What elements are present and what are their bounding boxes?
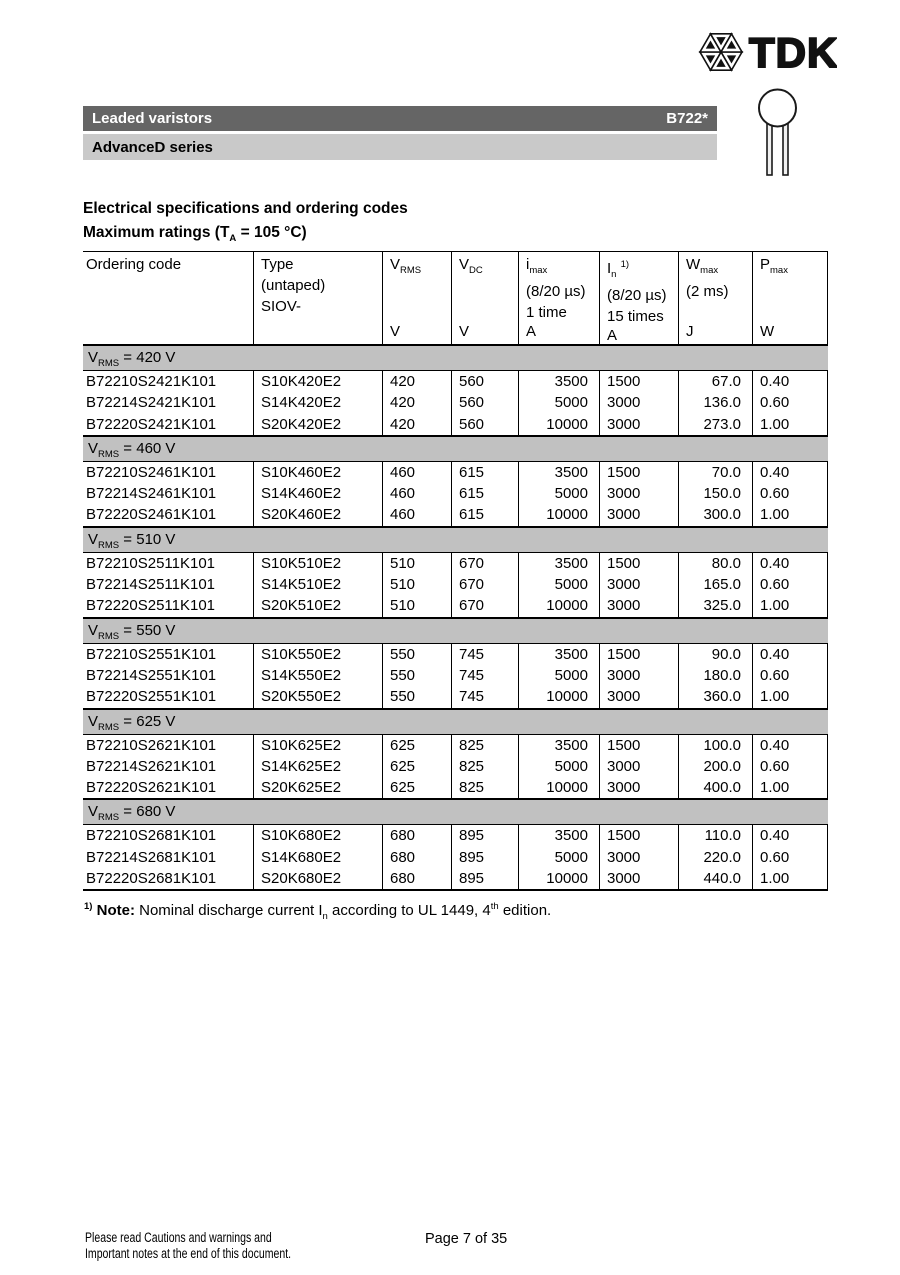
table-cell: 3000 [600, 686, 679, 707]
vrms-section-header: $V_{RMS} = 420$ V [83, 346, 828, 371]
table-cell: 10000 [519, 868, 600, 889]
table-cell: B72210S2461K101 [83, 462, 254, 483]
tdk-logo-graphic [697, 26, 837, 78]
table-cell: 0.60 [753, 665, 828, 686]
table-row [83, 665, 828, 686]
section-row-group [83, 371, 828, 437]
table-cell: 745 [452, 686, 519, 707]
table-cell: 300.0 [679, 504, 753, 525]
table-cell: 1500 [600, 553, 679, 574]
table-cell: 420 [383, 371, 452, 392]
table-cell: 460 [383, 504, 452, 525]
table-cell: 273.0 [679, 414, 753, 435]
table-cell: 1.00 [753, 595, 828, 616]
table-cell: 670 [452, 574, 519, 595]
heading-maximum-ratings: Maximum ratings ($T_A = 105$ °C) [83, 224, 307, 245]
table-cell: 510 [383, 595, 452, 616]
table-cell: S14K510E2 [254, 574, 383, 595]
table-cell: S10K625E2 [254, 735, 383, 756]
table-cell: B72214S2421K101 [83, 392, 254, 413]
section-row-group [83, 644, 828, 710]
table-cell: 3500 [519, 371, 600, 392]
table-row [83, 756, 828, 777]
table-cell: 1500 [600, 735, 679, 756]
tdk-logo-text: TDK [749, 29, 837, 76]
table-cell: 895 [452, 868, 519, 889]
section-row-group [83, 553, 828, 619]
table-cell: B72210S2511K101 [83, 553, 254, 574]
table-cell: 550 [383, 665, 452, 686]
table-cell: B72210S2621K101 [83, 735, 254, 756]
col-header-vrms: $V_{RMS}$ V [383, 252, 452, 344]
table-cell: 10000 [519, 595, 600, 616]
table-cell: 460 [383, 462, 452, 483]
table-cell: 0.40 [753, 644, 828, 665]
table-row [83, 371, 828, 392]
table-cell: B72210S2421K101 [83, 371, 254, 392]
table-cell: 3000 [600, 392, 679, 413]
heading-electrical-specs: Electrical specifications and ordering codes [83, 200, 408, 217]
table-cell: 625 [383, 777, 452, 798]
table-cell: 5000 [519, 574, 600, 595]
page-number: Page 7 of 35 [425, 1231, 508, 1247]
footnote: $^{1)}$ Note: Nominal discharge current $I_n$ according to UL 1449, 4th edition. [84, 901, 552, 922]
table-cell: B72210S2681K101 [83, 825, 254, 846]
vrms-section-header: $V_{RMS} = 680$ V [83, 800, 828, 825]
series-banner [83, 134, 717, 160]
table-cell: 136.0 [679, 392, 753, 413]
table-cell: 0.40 [753, 553, 828, 574]
table-cell: 3000 [600, 504, 679, 525]
product-banner [83, 106, 717, 131]
table-cell: B72214S2511K101 [83, 574, 254, 595]
table-cell: 745 [452, 665, 519, 686]
col-header-ordering-code: Ordering code [83, 252, 254, 344]
table-cell: 3000 [600, 665, 679, 686]
table-cell: 1500 [600, 462, 679, 483]
tdk-symbol-icon [700, 34, 742, 70]
table-cell: 3000 [600, 777, 679, 798]
table-cell: 150.0 [679, 483, 753, 504]
table-cell: S20K680E2 [254, 868, 383, 889]
table-cell: 1.00 [753, 686, 828, 707]
table-cell: B72214S2681K101 [83, 847, 254, 868]
table-cell: 67.0 [679, 371, 753, 392]
table-cell: 440.0 [679, 868, 753, 889]
table-row [83, 483, 828, 504]
table-cell: 200.0 [679, 756, 753, 777]
table-cell: 670 [452, 595, 519, 616]
table-cell: 80.0 [679, 553, 753, 574]
footer-caution-text: Please read Cautions and warnings and Important notes at the end of this document. [85, 1230, 292, 1261]
table-cell: S14K680E2 [254, 847, 383, 868]
table-cell: S10K510E2 [254, 553, 383, 574]
table-cell: 1.00 [753, 414, 828, 435]
table-cell: 10000 [519, 504, 600, 525]
table-row [83, 777, 828, 798]
table-cell: S20K460E2 [254, 504, 383, 525]
table-cell: 10000 [519, 414, 600, 435]
table-cell: 680 [383, 825, 452, 846]
table-cell: 3500 [519, 644, 600, 665]
table-cell: S10K680E2 [254, 825, 383, 846]
col-header-imax: $i_{max}$ (8/20 µs) 1 time A [519, 252, 600, 344]
col-header-in: $I_n$ $^{1)}$ (8/20 µs) 15 times A [600, 252, 679, 344]
table-cell: 0.40 [753, 825, 828, 846]
table-row [83, 595, 828, 616]
table-cell: 0.60 [753, 847, 828, 868]
table-cell: 1500 [600, 644, 679, 665]
ratings-table [83, 251, 828, 891]
table-cell: 895 [452, 847, 519, 868]
table-body [83, 346, 828, 891]
table-cell: 895 [452, 825, 519, 846]
table-header-row [83, 251, 828, 346]
table-row [83, 644, 828, 665]
col-header-type: Type (untaped) SIOV- [254, 252, 383, 344]
table-cell: 220.0 [679, 847, 753, 868]
table-cell: 680 [383, 868, 452, 889]
table-cell: B72214S2621K101 [83, 756, 254, 777]
table-cell: 3500 [519, 825, 600, 846]
section-row-group [83, 462, 828, 528]
table-cell: 560 [452, 392, 519, 413]
table-cell: 100.0 [679, 735, 753, 756]
table-cell: 180.0 [679, 665, 753, 686]
table-cell: 3500 [519, 553, 600, 574]
table-cell: 825 [452, 735, 519, 756]
table-cell: 5000 [519, 483, 600, 504]
table-cell: 1.00 [753, 868, 828, 889]
table-cell: 0.60 [753, 756, 828, 777]
table-cell: 1.00 [753, 504, 828, 525]
table-cell: 615 [452, 462, 519, 483]
table-cell: 420 [383, 414, 452, 435]
table-cell: 5000 [519, 847, 600, 868]
table-cell: 3000 [600, 483, 679, 504]
table-cell: 0.60 [753, 483, 828, 504]
table-row [83, 574, 828, 595]
table-cell: B72220S2621K101 [83, 777, 254, 798]
table-cell: 0.40 [753, 462, 828, 483]
table-cell: 400.0 [679, 777, 753, 798]
table-cell: B72214S2461K101 [83, 483, 254, 504]
table-cell: 0.40 [753, 371, 828, 392]
section-row-group [83, 825, 828, 891]
table-cell: S10K420E2 [254, 371, 383, 392]
table-cell: B72210S2551K101 [83, 644, 254, 665]
varistor-icon [755, 88, 813, 185]
table-row [83, 504, 828, 525]
table-cell: S20K510E2 [254, 595, 383, 616]
table-cell: 615 [452, 483, 519, 504]
table-cell: 625 [383, 735, 452, 756]
table-cell: 1500 [600, 371, 679, 392]
table-cell: 90.0 [679, 644, 753, 665]
table-cell: B72214S2551K101 [83, 665, 254, 686]
table-cell: 825 [452, 777, 519, 798]
table-cell: 110.0 [679, 825, 753, 846]
table-cell: 165.0 [679, 574, 753, 595]
vrms-section-header: $V_{RMS} = 550$ V [83, 619, 828, 644]
col-header-wmax: $W_{max}$ (2 ms) J [679, 252, 753, 344]
table-cell: 3000 [600, 868, 679, 889]
table-cell: B72220S2551K101 [83, 686, 254, 707]
table-cell: 825 [452, 756, 519, 777]
table-row [83, 553, 828, 574]
table-cell: 5000 [519, 756, 600, 777]
table-cell: 680 [383, 847, 452, 868]
table-cell: 670 [452, 553, 519, 574]
table-cell: S14K420E2 [254, 392, 383, 413]
table-cell: 10000 [519, 686, 600, 707]
table-cell: S10K550E2 [254, 644, 383, 665]
table-cell: 3500 [519, 462, 600, 483]
table-cell: 0.60 [753, 574, 828, 595]
table-cell: B72220S2511K101 [83, 595, 254, 616]
table-cell: 10000 [519, 777, 600, 798]
vrms-section-header: $V_{RMS} = 460$ V [83, 437, 828, 462]
table-cell: S20K625E2 [254, 777, 383, 798]
table-cell: 550 [383, 644, 452, 665]
table-row [83, 825, 828, 846]
col-header-vdc: $V_{DC}$ V [452, 252, 519, 344]
table-cell: B72220S2681K101 [83, 868, 254, 889]
section-headings [83, 200, 408, 244]
table-cell: 5000 [519, 665, 600, 686]
table-cell: 625 [383, 756, 452, 777]
table-cell: 560 [452, 414, 519, 435]
table-row [83, 735, 828, 756]
table-cell: S14K550E2 [254, 665, 383, 686]
table-cell: S20K420E2 [254, 414, 383, 435]
table-row [83, 414, 828, 435]
table-cell: 3000 [600, 595, 679, 616]
table-cell: S14K460E2 [254, 483, 383, 504]
part-number: B722* [666, 110, 708, 127]
vrms-section-header: $V_{RMS} = 625$ V [83, 710, 828, 735]
table-cell: 560 [452, 371, 519, 392]
table-cell: 510 [383, 574, 452, 595]
table-row [83, 868, 828, 889]
table-cell: 0.40 [753, 735, 828, 756]
table-cell: 5000 [519, 392, 600, 413]
table-cell: 460 [383, 483, 452, 504]
table-row [83, 847, 828, 868]
table-cell: 3000 [600, 414, 679, 435]
table-cell: 420 [383, 392, 452, 413]
product-title: Leaded varistors [92, 110, 213, 127]
table-cell: B72220S2421K101 [83, 414, 254, 435]
table-cell: 550 [383, 686, 452, 707]
tdk-logo [697, 26, 837, 78]
table-row [83, 392, 828, 413]
table-cell: 3000 [600, 847, 679, 868]
table-cell: 1.00 [753, 777, 828, 798]
col-header-pmax: $P_{max}$ W [753, 252, 828, 344]
table-cell: S14K625E2 [254, 756, 383, 777]
table-row [83, 686, 828, 707]
table-cell: 745 [452, 644, 519, 665]
table-cell: 1500 [600, 825, 679, 846]
table-cell: S20K550E2 [254, 686, 383, 707]
section-row-group [83, 735, 828, 801]
table-cell: 360.0 [679, 686, 753, 707]
table-cell: S10K460E2 [254, 462, 383, 483]
table-cell: 3000 [600, 574, 679, 595]
table-cell: B72220S2461K101 [83, 504, 254, 525]
series-name: AdvanceD series [92, 138, 213, 156]
table-cell: 0.60 [753, 392, 828, 413]
table-cell: 3500 [519, 735, 600, 756]
table-cell: 510 [383, 553, 452, 574]
table-cell: 615 [452, 504, 519, 525]
table-cell: 70.0 [679, 462, 753, 483]
table-cell: 325.0 [679, 595, 753, 616]
table-cell: 3000 [600, 756, 679, 777]
vrms-section-header: $V_{RMS} = 510$ V [83, 528, 828, 553]
table-row [83, 462, 828, 483]
